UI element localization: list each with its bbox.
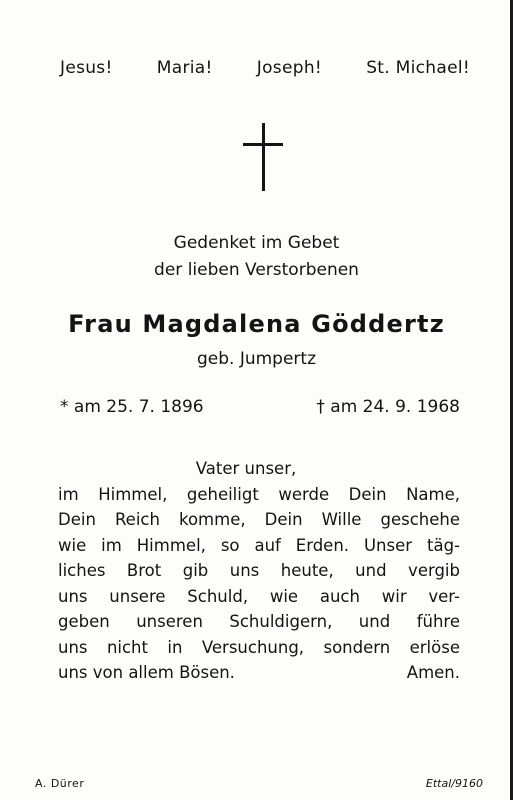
lords-prayer xyxy=(58,456,460,686)
prayer-line: uns unsere Schuld, wie auch wir ver- xyxy=(58,586,460,606)
prayer-line: im Himmel, geheiligt werde Dein Name, xyxy=(58,484,460,504)
prayer-line: geben unseren Schuldigern, und führe xyxy=(58,612,460,631)
invocation-maria: Maria! xyxy=(156,58,213,78)
remembrance-line-2: der lieben Verstorbenen xyxy=(154,260,359,280)
prayer-line: Dein Reich komme, Dein Wille geschehe xyxy=(58,510,460,529)
printer-credit: A. Dürer xyxy=(35,777,85,790)
prayer-last-text: uns von allem Bösen. xyxy=(58,663,235,682)
birth-date: * am 25. 7. 1896 xyxy=(60,397,204,417)
prayer-line: wie im Himmel, so auf Erden. Unser täg- xyxy=(58,535,460,555)
prayer-line: uns nicht in Versuchung, sondern erlöse xyxy=(58,637,460,657)
prayer-amen: Amen. xyxy=(406,663,460,682)
remembrance-line-1: Gedenket im Gebet xyxy=(173,233,340,253)
print-code: Ettal/9160 xyxy=(425,777,483,790)
cross-icon xyxy=(243,123,283,193)
invocation-jesus: Jesus! xyxy=(60,58,113,78)
invocation-joseph: Joseph! xyxy=(256,58,323,78)
prayer-line: liches Brot gib uns heute, und vergib xyxy=(58,561,460,580)
invocation-line xyxy=(60,58,470,78)
prayer-title: Vater unser, xyxy=(195,459,297,478)
life-dates xyxy=(60,397,460,417)
remembrance-text xyxy=(0,230,513,284)
invocation-michael: St. Michael! xyxy=(366,58,470,78)
prayer-final-line xyxy=(58,660,460,686)
maiden-name: geb. Jumpertz xyxy=(196,349,317,369)
deceased-name: Frau Magdalena Göddertz xyxy=(68,310,445,338)
death-date: † am 24. 9. 1968 xyxy=(316,397,460,417)
